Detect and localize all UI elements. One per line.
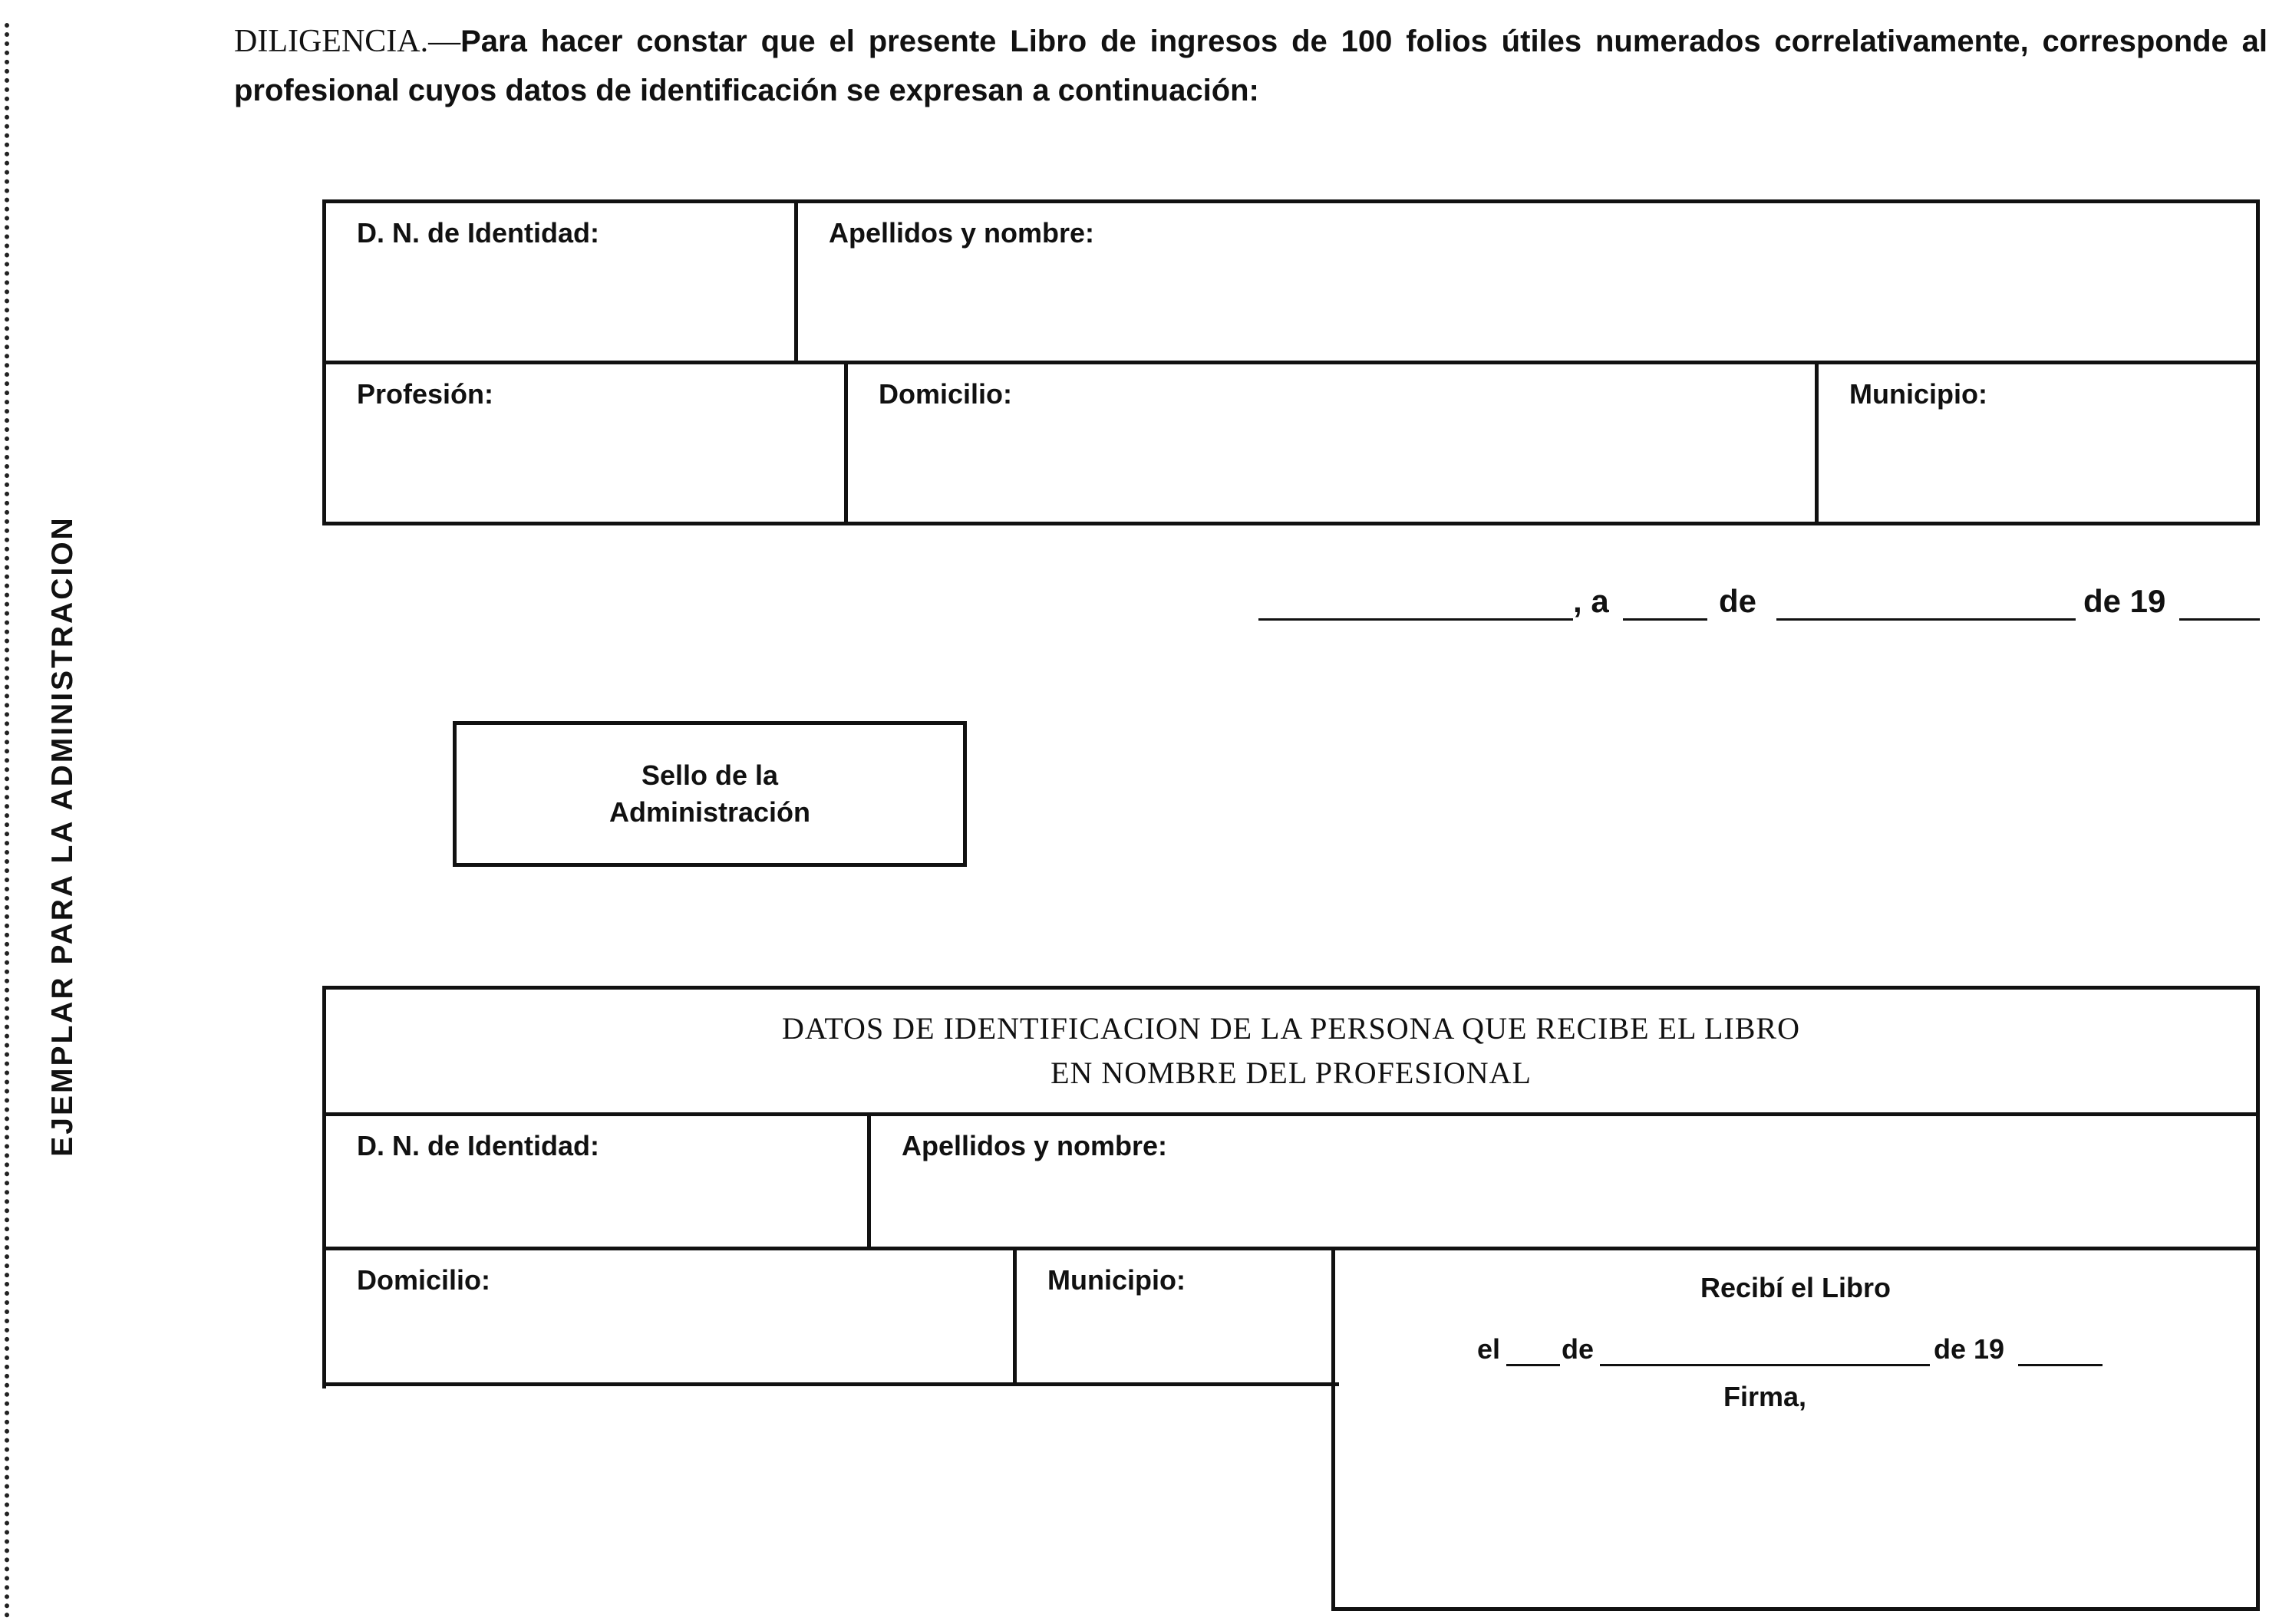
date-sep-a: , a xyxy=(1573,583,1609,619)
professional-id-box xyxy=(322,199,2260,525)
recipient-dni-label: D. N. de Identidad: xyxy=(357,1130,600,1161)
recipient-municipio-field[interactable] xyxy=(1017,1250,1324,1381)
receipt-year-blank[interactable] xyxy=(2018,1364,2103,1366)
name-field[interactable] xyxy=(798,203,2256,361)
domicilio-label: Domicilio: xyxy=(879,378,1013,410)
recipient-domicilio-label: Domicilio: xyxy=(357,1264,491,1296)
profesion-field[interactable] xyxy=(326,364,844,522)
name-label: Apellidos y nombre: xyxy=(829,217,1095,249)
header-line1: DATOS DE IDENTIFICACION DE LA PERSONA QUE RECIBE EL LIBRO xyxy=(782,1011,1800,1046)
receipt-de19: de 19 xyxy=(1934,1333,2005,1365)
profesion-label: Profesión: xyxy=(357,378,494,410)
signature-area[interactable] xyxy=(1335,1427,2256,1603)
day-blank[interactable] xyxy=(1623,618,1707,621)
recipient-municipio-label: Municipio: xyxy=(1047,1264,1186,1296)
receipt-day-blank[interactable] xyxy=(1506,1364,1560,1366)
signature-label: Firma, xyxy=(1723,1381,1807,1412)
year-blank[interactable] xyxy=(2179,618,2260,621)
row-divider xyxy=(322,1382,1339,1386)
recipient-name-label: Apellidos y nombre: xyxy=(902,1130,1168,1161)
date-line xyxy=(1258,583,2264,629)
intro-paragraph xyxy=(234,17,2267,115)
month-blank[interactable] xyxy=(1776,618,2076,621)
intro-text: Para hacer constar que el presente Libro de ingresos de 100 folios útiles numerados correlativamente, corresponde al profesional cuyos datos de identificación se expresan a continuación: xyxy=(234,25,2267,107)
recipient-header xyxy=(326,990,2256,1112)
receipt-date-line xyxy=(1477,1333,2168,1372)
intro-lead: DILIGENCIA.— xyxy=(234,24,461,59)
recipient-dni-field[interactable] xyxy=(326,1116,867,1247)
side-label: EJEMPLAR PARA LA ADMINISTRACION xyxy=(46,516,79,1157)
date-sep-de19: de 19 xyxy=(2083,583,2166,619)
place-blank[interactable] xyxy=(1258,618,1573,621)
stamp-line1: Sello de la xyxy=(641,759,779,791)
receipt-box xyxy=(1331,1247,2260,1611)
domicilio-field[interactable] xyxy=(848,364,1815,522)
stamp-line2: Administración xyxy=(609,796,811,828)
recipient-name-field[interactable] xyxy=(871,1116,2252,1247)
date-sep-de: de xyxy=(1719,583,1757,619)
dni-label: D. N. de Identidad: xyxy=(357,217,600,249)
receipt-month-blank[interactable] xyxy=(1600,1364,1930,1366)
receipt-de: de xyxy=(1562,1333,1595,1365)
administration-stamp-box xyxy=(453,721,967,867)
receipt-title: Recibí el Libro xyxy=(1700,1272,1891,1303)
dni-field[interactable] xyxy=(326,203,794,361)
perforation-line xyxy=(5,23,14,1619)
receipt-el: el xyxy=(1477,1333,1501,1365)
municipio-field[interactable] xyxy=(1819,364,2256,522)
recipient-domicilio-field[interactable] xyxy=(326,1250,1013,1381)
municipio-label: Municipio: xyxy=(1849,378,1987,410)
header-line2: EN NOMBRE DEL PROFESIONAL xyxy=(1050,1056,1532,1090)
